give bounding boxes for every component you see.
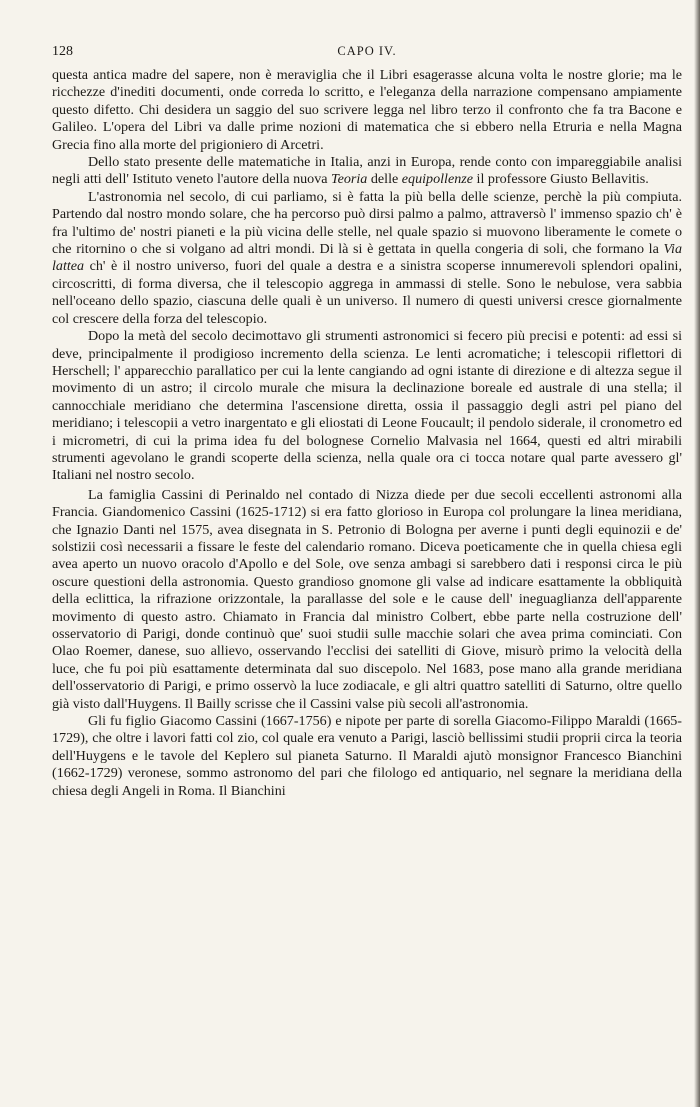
text-run: Dopo la metà del secolo decimottavo gli strumenti astronomici si fecero più precisi e potenti: ad essi si deve, principalmente il prodigioso incremento della scienza. Le lenti acromatiche; i telescopii riflettori di Herschell; l' apparecchio parallatico per cui la lente cangiando ad ogni istante di direzione e di altezza segue il movimento di un astro; il circolo murale che misura la declinazione boreale ed australe di una stella; il cannocchiale meridiano che determina l'ascensione diretta, ossia il passaggio degli astri pel piano del meridiano; i telescopii a vetro inargentato e gli eliostati di Leone Foucault; il pendolo siderale, il cronometro ed i micrometri, di cui la prima idea fu del bolognese Cornelio Malvasia nel 1664, questi ed altri mirabili strumenti agevolano le grandi scoperte della scienza, nella quale ora ci tocca notare qual parte avessero gl' Italiani nel nostro secolo. [52,328,682,484]
italic-term: equipollenze [401,171,474,188]
text-run: La famiglia Cassini di Perinaldo nel contado di Nizza diede per due secoli eccellenti astronomi alla Francia. Giandomenico Cassini (1625-1712) si era fatto glorioso in Europa col prolungare la linea meridiana, che Ignazio Danti nel 1575, avea disegnata in S. Petronio di Bologna per averne i punti degli equinozii e de' solstizii così necessarii a fissare le feste del calendario romano. Diceva poeticamente che in quella chiesa egli avea aperto un nuovo oracolo d'Apollo e del Sole, ove senza ambagi si sarebbero dati i responsi circa le più oscure questioni della astronomia. Questo grandioso gnomone gli valse ad indicare esattamente la obbliquità della eclittica, la rifrazione orizzontale, la parallasse del sole e le cause dell' ineguaglianza dell'apparente movimento di questo astro. Chiamato in Francia dal ministro Colbert, ebbe parte nella costruzione dell' osservatorio di Parigi, donde continuò que' suoi studii sulle macchie solari che avea prima cominciati. Con Olao Roemer, danese, suo allievo, osservando l'ecclisi dei satelliti di Giove, misurò primo la velocità della luce, che fu poi più esattamente determinata dal suo discepolo. Nel 1683, pose mano alla grande meridiana dell'osservatorio di Parigi, e primo osservò la luce zodiacale, e gli altri quattro satelliti di Saturno, oltre quello già visto dall'Huygens. Il Bailly scrisse che il Cassini valse più secoli all'astronomia. [52,486,682,712]
text-run: il professore Giusto Bellavitis. [473,171,649,188]
text-run: L'astronomia nel secolo, di cui parliamo, si è fatta la più bella delle scienze, perchè la più compiuta. Partendo dal nostro mondo solare, che ha percorso può dirsi palmo a palmo, attraversò l' immenso spazio ch' è fra l'ultimo de' nostri pianeti e la più vicina delle stelle, nel quale spazio si muovono liberamente le comete o che ritornino o che si volgano ad altri mondi. Di là si è gettata in quella congeria di soli, che formano la [52,188,682,258]
text-run: ch' è il nostro universo, fuori del quale a destra e a sinistra scoperse innumerevoli splendori opalini, circoscritti, di forma diversa, che il telescopio aggrega in ammassi di stelle. Sono le nebulose, vera sabbia nell'oceano dello spazio, ciascuna delle quali è un universo. Il numero di questi universi cresce giornalmente col crescere della forza del telescopio. [52,258,682,327]
text-run: questa antica madre del sapere, non è meraviglia che il Libri esagerasse alcuna volta le nostre glorie; ma le ricchezze d'inediti documenti, onde correda lo scritto, e l'eleganza della narrazione compensano ampiamente questo difetto. Chi desidera un saggio del suo scrivere legga nel libro terzo il confronto che fa tra Bacone e Galileo. L'opera del Libri va dalle prime nozioni di matematica che si ebbero nella Etruria e nella Magna Grecia fino alla morte del prigioniero di Arcetri. [52,67,682,153]
italic-term: Via lattea [52,241,682,275]
paragraph [52,67,682,154]
paragraph [52,328,682,485]
page-number: 128 [52,44,73,59]
running-head [52,44,682,64]
page-spine-shadow [694,0,700,1107]
paragraph [52,189,682,328]
paragraph [52,487,682,713]
text-run: delle [367,171,402,188]
body-text [52,67,682,800]
paragraph [52,713,682,800]
text-run: Dello stato presente delle matematiche in Italia, anzi in Europa, rende conto con impareggiabile analisi negli atti dell' Istituto veneto l'autore della nuova [52,154,682,188]
paragraph [52,154,682,189]
chapter-heading: CAPO IV. [337,44,397,58]
italic-term: Teoria [331,171,368,188]
text-run: Gli fu figlio Giacomo Cassini (1667-1756) e nipote per parte di sorella Giacomo-Filippo Maraldi (1665-1729), che oltre i lavori fatti col zio, col quale era venuto a Parigi, lasciò bellissimi studii proprii circa la teoria dell'Huygens e le tavole del Keplero sul pianeta Saturno. Il Maraldi ajutò monsignor Francesco Bianchini (1662-1729) veronese, sommo astronomo del pari che filologo ed antiquario, nel segnare la meridiana della chiesa degli Angeli in Roma. Il Bianchini [52,713,682,799]
